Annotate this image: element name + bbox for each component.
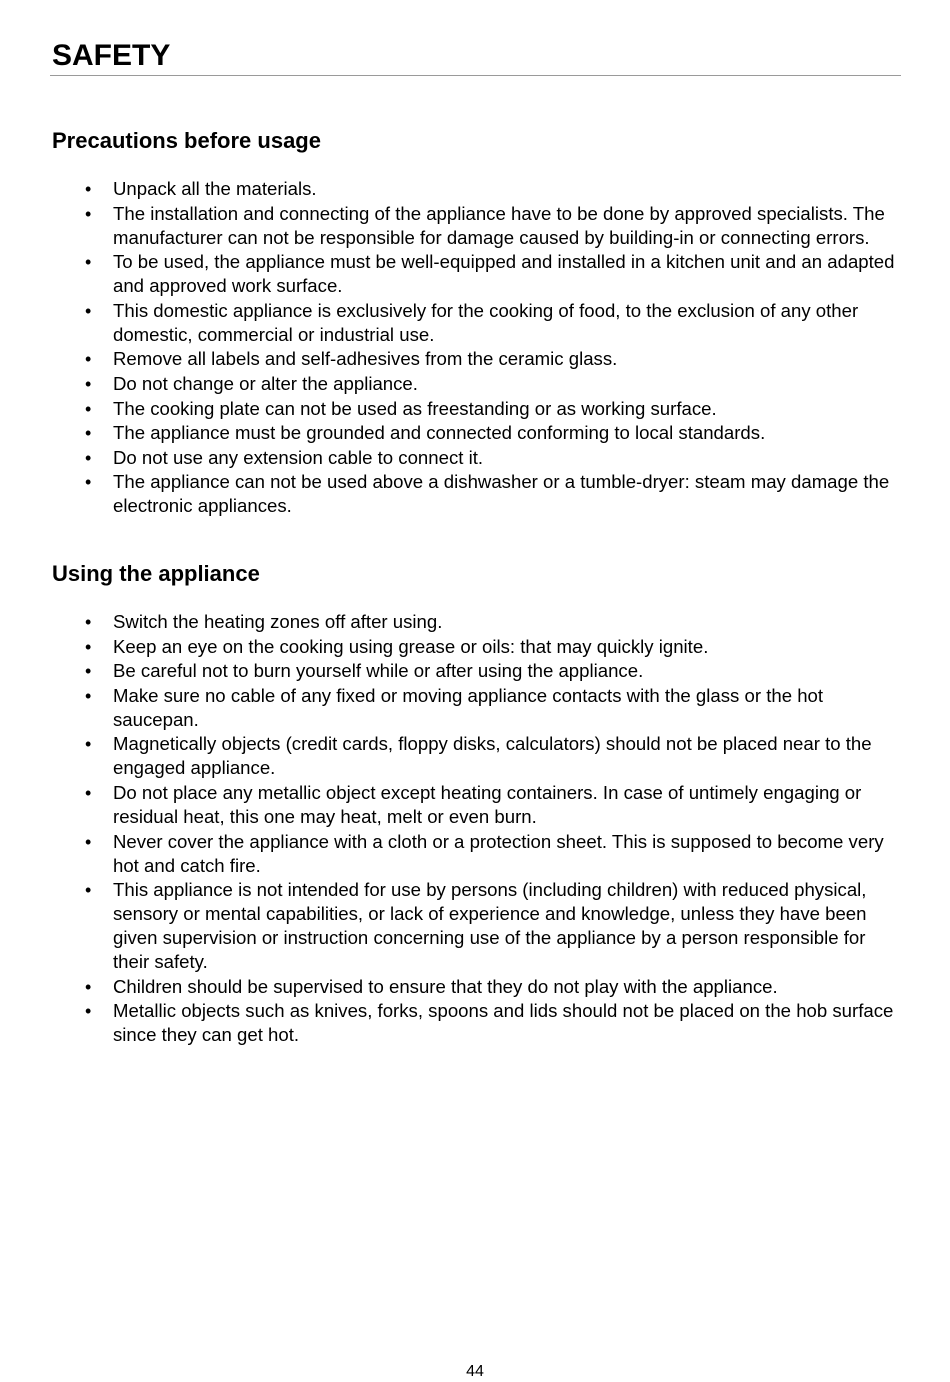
list-item — [0, 610, 898, 635]
using-list — [0, 610, 950, 1048]
bullet-icon: • — [85, 880, 92, 901]
list-item-text: Do not change or alter the appliance. — [113, 372, 418, 394]
list-item-text: The appliance can not be used above a dishwasher or a tumble-dryer: steam may damage the electronic appliances. — [113, 471, 890, 517]
list-item-text: Make sure no cable of any fixed or moving appliance contacts with the glass or the hot saucepan. — [113, 684, 824, 730]
list-item — [0, 177, 898, 202]
list-item — [0, 250, 898, 299]
bullet-icon: • — [85, 423, 92, 444]
list-item-text: The cooking plate can not be used as freestanding or as working surface. — [113, 397, 717, 419]
list-item-text: Unpack all the materials. — [113, 178, 317, 199]
section-heading-using: Using the appliance — [52, 561, 260, 586]
list-item — [0, 975, 898, 1000]
list-item-text: Remove all labels and self-adhesives from the ceramic glass. — [113, 348, 618, 370]
list-item-text: This appliance is not intended for use by persons (including children) with reduced physical, sensory or mental capabilities, or lack of experience and knowledge, unless they have been given supervision or instruction concerning use of the appliance by a person responsible for their safety. — [113, 879, 867, 973]
bullet-icon: • — [85, 661, 92, 682]
title-divider — [50, 75, 901, 76]
list-item-text: The appliance must be grounded and connected conforming to local standards. — [113, 422, 766, 444]
bullet-icon: • — [85, 831, 92, 852]
list-item — [0, 202, 898, 251]
list-item-text: Never cover the appliance with a cloth or a protection sheet. This is supposed to become very hot and catch fire. — [113, 830, 884, 876]
bullet-icon: • — [85, 447, 92, 468]
list-item — [0, 299, 898, 348]
bullet-icon: • — [85, 1001, 92, 1022]
list-item-text: Be careful not to burn yourself while or after using the appliance. — [113, 660, 644, 682]
bullet-icon: • — [85, 976, 92, 997]
list-item-text: Magnetically objects (credit cards, floppy disks, calculators) should not be placed near to the engaged appliance. — [113, 733, 872, 779]
section-heading-precautions: Precautions before usage — [52, 128, 321, 153]
list-item-text: This domestic appliance is exclusively for the cooking of food, to the exclusion of any other domestic, commercial or industrial use. — [113, 299, 859, 345]
bullet-icon: • — [85, 472, 92, 493]
bullet-icon: • — [85, 252, 92, 273]
list-item-text: Do not place any metallic object except heating containers. In case of untimely engaging or residual heat, this one may heat, melt or even burn. — [113, 781, 862, 827]
list-item-text: Switch the heating zones off after using. — [113, 611, 443, 632]
bullet-icon: • — [85, 685, 92, 706]
list-item-text: Do not use any extension cable to connect it. — [113, 446, 484, 468]
list-item-text: Children should be supervised to ensure that they do not play with the appliance. — [113, 975, 778, 997]
bullet-icon: • — [85, 203, 92, 224]
page-number: 44 — [466, 1363, 484, 1380]
bullet-icon: • — [85, 300, 92, 321]
list-item-text: Metallic objects such as knives, forks, spoons and lids should not be placed on the hob surface since they can get hot. — [113, 1000, 894, 1046]
list-item-text: The installation and connecting of the appliance have to be done by approved specialists. The manufacturer can not be responsible for damage caused by building-in or connecting errors. — [113, 202, 885, 248]
list-item-text: Keep an eye on the cooking using grease or oils: that may quickly ignite. — [113, 635, 709, 657]
list-item — [0, 684, 898, 733]
list-item — [0, 999, 898, 1048]
bullet-icon: • — [85, 612, 92, 632]
bullet-icon: • — [85, 349, 92, 370]
list-item — [0, 659, 898, 684]
page-title: SAFETY — [52, 39, 171, 72]
list-item — [0, 347, 898, 372]
bullet-icon: • — [85, 398, 92, 419]
bullet-icon: • — [85, 179, 92, 199]
bullet-icon: • — [85, 636, 92, 657]
list-item — [0, 635, 898, 660]
list-item — [0, 732, 898, 781]
list-item — [0, 830, 898, 879]
bullet-icon: • — [85, 373, 92, 394]
list-item — [0, 397, 898, 422]
list-item — [0, 781, 898, 830]
list-item — [0, 372, 898, 397]
list-item — [0, 421, 898, 446]
list-item — [0, 878, 898, 975]
list-item — [0, 446, 898, 471]
list-item-text: To be used, the appliance must be well-equipped and installed in a kitchen unit and an adapted and approved work surface. — [113, 251, 895, 297]
bullet-icon: • — [85, 734, 92, 755]
list-item — [0, 470, 898, 519]
precautions-list — [0, 177, 950, 519]
bullet-icon: • — [85, 782, 92, 803]
